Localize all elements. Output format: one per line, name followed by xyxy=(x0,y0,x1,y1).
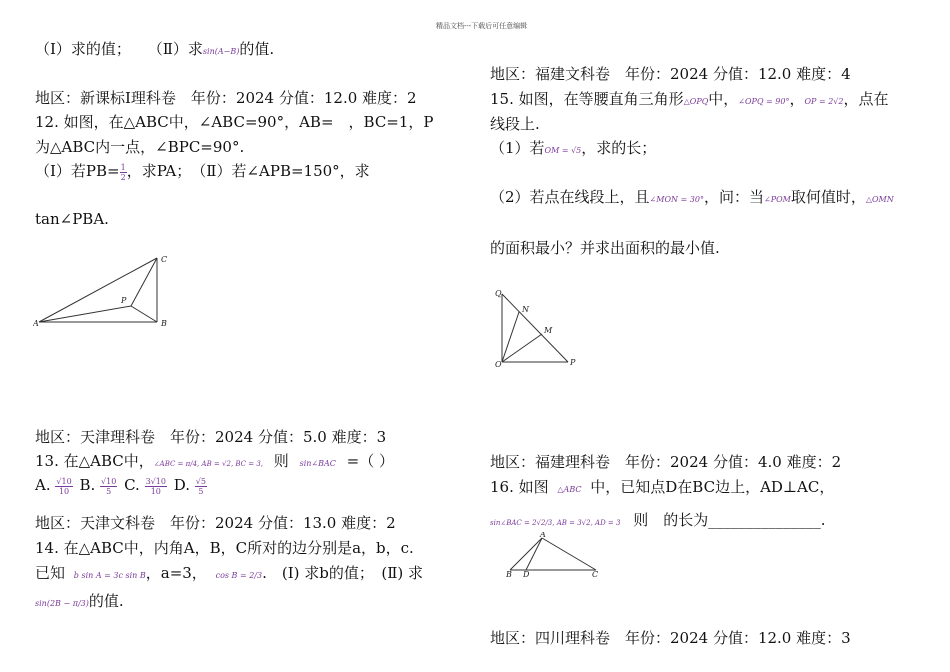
q12-line3 xyxy=(35,160,370,182)
page-header: 精品文档---下载后可任意编辑 xyxy=(436,22,528,30)
option-a-num: √10 xyxy=(56,476,72,486)
q12-line1: 12. 如图，在△ABC中，∠ABC=90°，AB= ，BC=1，P xyxy=(35,113,434,131)
q15-line4: 的面积最小？并求出面积的最小值. xyxy=(490,239,720,257)
q14-condition1: b sin A = 3c sin B xyxy=(73,571,146,580)
q15-triangle: △OPQ xyxy=(683,97,709,106)
q13-ask: sin∠BAC xyxy=(299,459,336,468)
option-c-fraction xyxy=(145,477,167,496)
q14-region: 地区：天津文科卷 年份：2024 分值：13.0 难度：2 xyxy=(35,514,396,532)
q16-condition: sin∠BAC = 2√2/3, AB = 3√2, AD = 3 xyxy=(490,519,621,527)
q13-line1b: 则 xyxy=(273,452,289,470)
q15-p2-angle: ∠POM xyxy=(763,195,791,204)
q16-line1a: 16. 如图 xyxy=(490,478,549,496)
q15-line2: 线段上. xyxy=(490,115,540,133)
q13-line1c: =（ ） xyxy=(346,452,395,470)
q14-line2a: 已知 xyxy=(35,564,66,582)
q15-region: 地区：福建文科卷 年份：2024 分值：12.0 难度：4 xyxy=(490,65,851,83)
q11-part1: （Ⅰ）求的值； xyxy=(35,40,131,58)
q13-condition: ∠ABC = π/4, AB = √2, BC = 3, xyxy=(153,460,264,468)
q14-line2 xyxy=(35,562,423,583)
option-b-den: 5 xyxy=(106,486,112,496)
q11-tail: 的值. xyxy=(239,40,275,58)
q17-region: 地区：四川理科卷 年份：2024 分值：12.0 难度：3 xyxy=(490,629,851,647)
q15-p2-cond: ∠MON = 30° xyxy=(649,195,704,204)
option-c-den: 10 xyxy=(150,486,161,496)
fig15-label-m: M xyxy=(544,326,553,335)
q14-condition2: cos B = 2/3 xyxy=(215,571,263,580)
option-a-fraction xyxy=(55,477,72,496)
q12-line2: 为△ABC内一点，∠BPC=90°. xyxy=(35,138,245,156)
q14-line3-text: 的值. xyxy=(88,592,124,610)
q11-expr: sin(A−B) xyxy=(202,47,240,56)
q11-continuation xyxy=(35,38,274,59)
fig12-label-b: B xyxy=(161,319,167,328)
q15-line1b: 中， xyxy=(708,90,739,108)
fig15-label-o: O xyxy=(495,360,502,369)
q16-line2 xyxy=(490,509,826,530)
q16-line1 xyxy=(490,476,834,497)
option-c-label: C. xyxy=(124,476,140,494)
fig15-label-p: P xyxy=(570,358,576,367)
q16-line2a: 则 的长为_______________. xyxy=(633,511,826,529)
fig12-label-c: C xyxy=(161,255,168,264)
fig12-label-a: A xyxy=(33,319,39,328)
q15-p2b: ，问：当 xyxy=(703,188,764,206)
q12-line4: tan∠PBA. xyxy=(35,210,109,228)
q13-region: 地区：天津理科卷 年份：2024 分值：5.0 难度：3 xyxy=(35,428,387,446)
fig16-label-a: A xyxy=(540,532,546,539)
q11-part2: （Ⅱ）求 xyxy=(147,40,203,58)
option-a-label: A. xyxy=(35,476,51,494)
q15-figure xyxy=(492,286,582,370)
q14-line2c: . (Ⅰ) 求b的值； (Ⅱ) 求 xyxy=(262,564,424,582)
fig15-label-q: Q xyxy=(495,289,502,298)
q15-p2-tri: △OMN xyxy=(865,195,894,204)
q12-figure xyxy=(33,252,183,330)
q16-region: 地区：福建理科卷 年份：2024 分值：4.0 难度：2 xyxy=(490,453,842,471)
option-c-num: 3√10 xyxy=(145,476,166,486)
q15-line1 xyxy=(490,88,889,109)
q14-expr: sin(2B − π/3) xyxy=(35,599,89,608)
q15-p1a: （1）若 xyxy=(490,139,545,157)
q16-line1b: 中，已知点D在BC边上，AD⊥AC， xyxy=(590,478,835,496)
q14-line3 xyxy=(35,590,124,611)
q15-part2 xyxy=(490,186,894,207)
fig16-label-b: B xyxy=(506,570,512,578)
q15-p2e: 取何值时， xyxy=(790,188,866,206)
fig12-label-p: P xyxy=(121,296,127,305)
q13-option-c xyxy=(124,476,167,494)
q13-option-d xyxy=(174,476,207,494)
q15-line1c: ，点在 xyxy=(843,90,889,108)
option-b-num: √10 xyxy=(101,476,117,486)
q15-p1b: ，求的长； xyxy=(581,139,657,157)
option-a-den: 10 xyxy=(58,486,70,496)
q13-option-a xyxy=(35,476,73,494)
q15-p1-cond: OM = √5 xyxy=(544,146,582,155)
option-d-den: 5 xyxy=(198,486,204,496)
pb-num: 1 xyxy=(120,162,126,172)
q16-figure xyxy=(504,532,604,578)
option-d-num: √5 xyxy=(195,476,206,486)
q14-line1: 14. 在△ABC中，内角A，B，C所对的边分别是a，b，c. xyxy=(35,539,414,557)
q15-part1 xyxy=(490,137,656,158)
fig16-label-d: D xyxy=(523,570,530,578)
option-b-label: B. xyxy=(79,476,96,494)
q15-line1a: 15. 如图，在等腰直角三角形 xyxy=(490,90,684,108)
option-d-label: D. xyxy=(173,476,191,494)
pb-den: 2 xyxy=(120,172,126,182)
q13-line1a: 13. 在△ABC中， xyxy=(35,452,154,470)
fig15-label-n: N xyxy=(522,305,529,314)
q15-p2a: （2）若点在线段上，且 xyxy=(490,188,650,206)
q12-region: 地区：新课标Ⅰ理科卷 年份：2024 分值：12.0 难度：2 xyxy=(35,89,417,107)
option-b-fraction xyxy=(100,477,117,496)
option-d-fraction xyxy=(195,477,207,496)
fig16-label-c: C xyxy=(592,570,599,578)
q15-cond2: OP = 2√2 xyxy=(804,97,844,106)
q13-option-b xyxy=(79,476,117,494)
q14-line2b: ，a=3， xyxy=(145,564,207,582)
q16-triangle: △ABC xyxy=(557,485,582,494)
q15-cond1: ∠OPQ = 90° xyxy=(738,97,790,106)
q12-line3b: ，求PA； （Ⅱ）若∠APB=150°，求 xyxy=(126,162,370,180)
q13-line1 xyxy=(35,450,394,471)
q13-options xyxy=(35,476,207,496)
q15-sep: ， xyxy=(789,90,805,108)
q12-line3a: （Ⅰ）若PB= xyxy=(35,162,120,180)
q12-pb-fraction xyxy=(120,163,127,182)
